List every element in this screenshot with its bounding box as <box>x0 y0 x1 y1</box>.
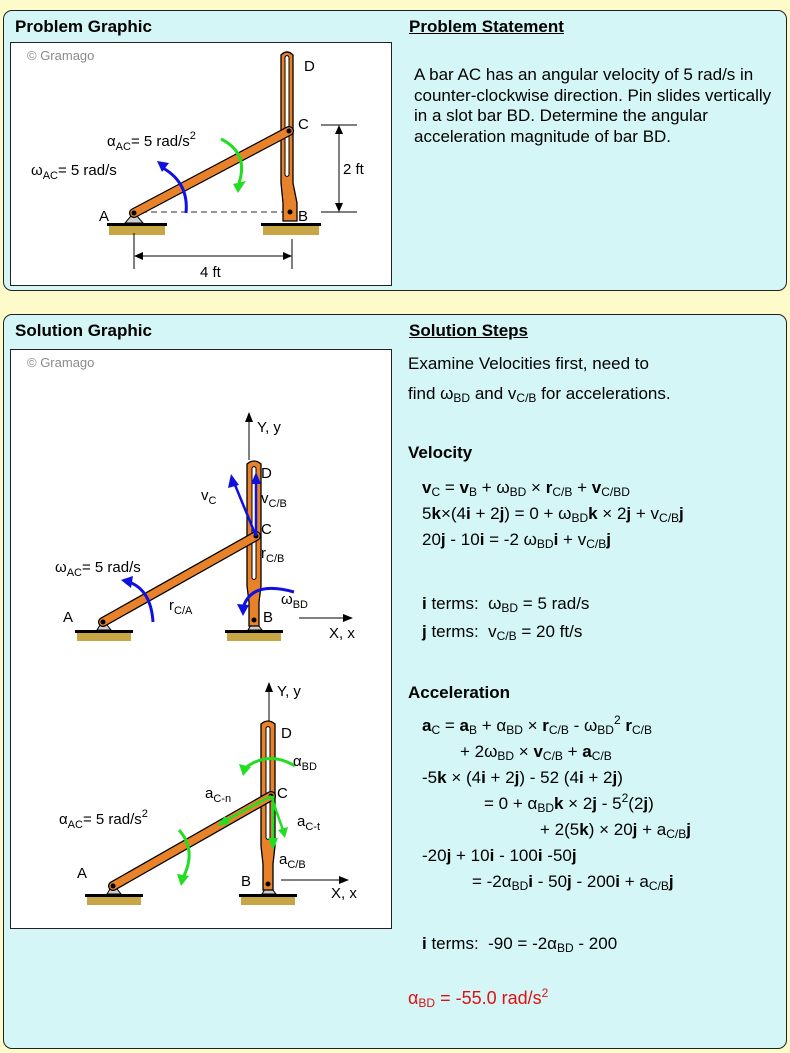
label-d-2: D <box>281 725 292 742</box>
xaxis-label: X, x <box>329 625 355 642</box>
acceleration-title: Acceleration <box>408 683 511 702</box>
label-rca: $r_{C/A}$ <box>169 597 193 617</box>
answer: $\alpha_{BD} = -55.0$ rad/$s^2$ <box>408 986 549 1010</box>
label-a-2: A <box>77 865 88 882</box>
problem-diagram <box>11 43 393 287</box>
xaxis-label-2: X, x <box>331 885 357 902</box>
label-omega-ac: $\omega_{AC}= 5$ rad/s <box>55 559 141 579</box>
problem-graphic <box>10 42 392 286</box>
problem-statement-title: Problem Statement <box>409 17 564 36</box>
accel-eq-4: = $0 + \alpha_{BD}k \times 2j - 5^2(2j)$ <box>484 791 654 815</box>
label-c-2: C <box>277 785 288 802</box>
solution-panel <box>3 314 787 1049</box>
ground-b <box>261 223 321 235</box>
label-c: C <box>261 521 272 538</box>
label-alpha-ac: $\alpha_{AC}= 5$ rad/$s^2$ <box>107 130 196 153</box>
intro-line-2: find $\omega_{BD}$ and $v_{C/B}$ for accelerations. <box>408 384 671 405</box>
solution-graphic-title: Solution Graphic <box>15 321 152 340</box>
velocity-j-terms: j terms: $v_{C/B} = 20$ ft/s <box>422 622 583 643</box>
velocity-i-terms: i terms: $\omega_{BD} = 5$ rad/s <box>422 594 590 615</box>
solution-graphic <box>10 349 392 929</box>
solution-steps-title: Solution Steps <box>409 321 528 340</box>
label-alpha-bd: $\alpha_{BD}$ <box>293 753 317 773</box>
label-omega-ac: $\omega_{AC}= 5$ rad/s <box>31 162 117 182</box>
label-vc: $v_C$ <box>201 487 217 507</box>
label-d: D <box>304 58 315 75</box>
intro-line-1: Examine Velocities first, need to <box>408 354 649 373</box>
label-width: 4 ft <box>200 264 221 281</box>
copyright: © Gramago <box>27 48 95 63</box>
copyright: © Gramago <box>27 355 95 370</box>
velocity-diagram <box>55 412 355 642</box>
label-acb: $a_{C/B}$ <box>279 851 306 871</box>
accel-eq-6: -20j + 10i - 100i -50j <box>422 846 577 865</box>
accel-eq-3: -5k × (4i + 2j) - 52 (4i + 2j) <box>422 768 623 787</box>
accel-eq-2: + $2\omega_{BD} \times v_{C/B} + a_{C/B}$ <box>460 742 612 763</box>
label-rcb: $r_{C/B}$ <box>261 545 285 565</box>
label-c: C <box>298 116 309 133</box>
velocity-eq-2: $5k\times(4i + 2j) = 0 + \omega_{BD}k \times 2j + v_{C/B}j$ <box>422 504 684 525</box>
solution-diagram <box>11 350 393 930</box>
velocity-title: Velocity <box>408 443 473 462</box>
label-a: A <box>63 609 74 626</box>
problem-graphic-title: Problem Graphic <box>15 17 152 36</box>
label-a: A <box>99 208 110 225</box>
yaxis-label: Y, y <box>257 419 281 436</box>
label-acn: $a_{C-n}$ <box>205 785 232 805</box>
label-b: B <box>263 609 274 626</box>
label-act: $a_{C-t}$ <box>297 813 321 833</box>
label-d: D <box>261 465 272 482</box>
label-b-2: B <box>241 873 252 890</box>
velocity-eq-1: $v_C = v_B + \omega_{BD} \times r_{C/B} + v_{C/BD}$ <box>422 478 630 499</box>
accel-eq-1: $a_C = a_B + \alpha_{BD} \times r_{C/B} - \omega_{BD}^2$ $r_{C/B}$ <box>422 713 653 737</box>
velocity-eq-3: 20j - 10i = -2 $\omega_{BD}i + v_{C/B}j$ <box>422 530 611 551</box>
accel-i-terms: i terms: $-90 = -2\alpha_{BD} - 200$ <box>422 934 618 955</box>
label-vcb: $v_{C/B}$ <box>261 490 287 510</box>
ground-a <box>107 223 167 235</box>
problem-panel <box>3 10 787 291</box>
label-omega-bd: $\omega_{BD}$ <box>281 591 308 611</box>
yaxis-label-2: Y, y <box>277 683 301 700</box>
accel-eq-7: = $-2\alpha_{BD}i - 50j - 200i + a_{C/B}j$ <box>472 872 674 893</box>
label-alpha-ac: $\alpha_{AC}= 5$ rad/$s^2$ <box>59 808 148 831</box>
problem-statement: A bar AC has an angular velocity of 5 rad/s in counter-clockwise direction. Pin slides vertically in a slot bar BD. Determine the angular acceleration magnitude of bar BD. <box>414 65 772 146</box>
acceleration-diagram <box>59 682 357 905</box>
accel-eq-5: + $2(5k) \times 20j + a_{C/B}j$ <box>540 820 691 841</box>
label-height: 2 ft <box>343 161 364 178</box>
label-b: B <box>298 208 309 225</box>
